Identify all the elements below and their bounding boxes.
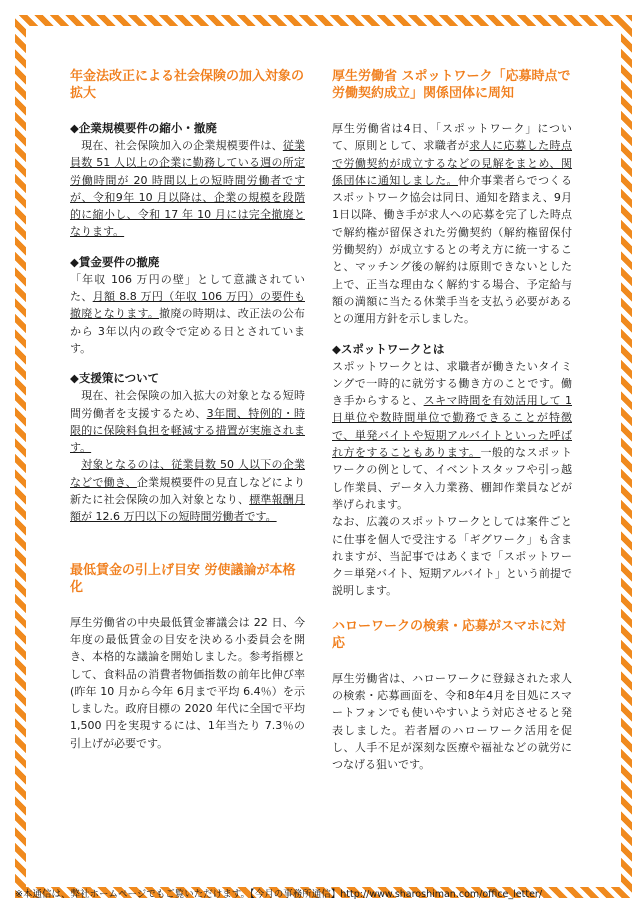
right-column [332,68,572,774]
section-title-spot-work: 厚生労働省 スポットワーク「応募時点で労働契約成立」関係団体に周知 [332,69,571,101]
subheading-spot-work-definition: ◆スポットワークとは [332,341,445,356]
left-column [70,68,305,752]
subheading-wage: ◆賃金要件の撤廃 [70,254,160,269]
paragraph-wage: 「年収 106 万円の壁」として意識されていた、月額 8.8 万円（年収 106 万円）の要件も撤廃となります。撤廃の時期は、改正法の公布から 3年以内の政令で定める日とされています。 [70,272,306,355]
paragraph-minimum-wage: 厚生労働省の中央最低賃金審議会は 22 日、今年度の最低賃金の目安を決める小委員会を開き、本格的な議論を開始しました。参考指標として、食料品の消費者物価指数の前年比伸び率(昨年 10 月から今年 6月まで平均 6.4％）を示しました。政府目標の 2020 年代に全国で平均 1,500 円を実現するには、1年当たり 7.3％の引上げが必要です。 [70,615,305,750]
paragraph-company-size: 現在、社会保険加入の企業規模要件は、従業員数 51 人以上の企業に勤務している週の所定労働時間が 20 時間以上の短時間労働者ですが、令和9年 10 月以降は、企業の規模を段階的に縮小し、令和 17 年 10 月には完全撤廃となります。 [70,139,306,239]
section-title-hello-work: ハローワークの検索・応募がスマホに対応 [332,618,566,651]
paragraph-gig-work: なお、広義のスポットワークとしては案件ごとに仕事を個人で受注する「ギグワーク」も含まれますが、当記事ではあくまで「スポットワーク＝単発バイト、短期アルバイト」という前提で説明します。 [332,515,572,598]
paragraph-support-1: 現在、社会保険の加入拡大の対象となる短時間労働者を支援するため、3年間、特例的・時限的に保険料負担を軽減する措置が実施されます。 [70,389,306,455]
paragraph-spot-work-notice: 厚生労働省は4日、「スポットワーク」について、原則として、求職者が求人に応募した時点で労働契約が成立するなどの見解をまとめ、関係団体に通知しました。仲介事業者らでつくるスポットワーク協会は同日、通知を踏まえ、9月1日以降、働き手が求人への応募を完了した時点で解約権が留保された労働契約（解約権留保付労働契約）が成立するとの考え方に統一すること、マッチング後の解約は原則できないとした上で、正当な理由なく解約する場合、予定給与額の満額に当たる休業手当を支払う必要があるとの運用方針を示しました。 [332,122,573,326]
paragraph-support-2: 対象となるのは、従業員数 50 人以下の企業などで働き、企業規模要件の見直しなどにより新たに社会保険の加入対象となり、標準報酬月額が 12.6 万円以下の短時間労働者です。 [70,458,306,524]
subheading-company-size: ◆企業規模要件の縮小・撤廃 [70,121,217,135]
paragraph-spot-work-definition: スポットワークとは、求職者が働きたいタイミングで一時的に就労する働き方のことです。働き手からすると、スキマ時間を有効活用して 1 日単位や数時間単位で勤務できることが特徴で、単発バイトや短期アルバイトといった呼ばれ方をすることもあります。一般的なスポットワークの例として、イベントスタッフや引っ越し作業員、データ入力業務、棚卸作業員などが挙げられます。 [332,359,573,511]
subheading-support: ◆支援策について [70,371,160,386]
section-title-pension: 年金法改正による社会保険の加入対象の拡大 [70,69,305,101]
paragraph-hello-work: 厚生労働省は、ハローワークに登録された求人の検索・応募画面を、令和8年4月を目処にスマートフォンでも使いやすいよう対応させると発表しました。若者層のハローワーク活用を促し、人手不足が深刻な医療や福祉などの就労につなげる狙いです。 [332,671,572,772]
section-title-minimum-wage: 最低賃金の引上げ目安 労使議論が本格化 [70,562,296,595]
footer-note: ※本通信は、弊社ホームページでもご覧いただけます。【今月の事務所通信】http://www.sharoshiman.com/office_letter/ [15,889,543,900]
